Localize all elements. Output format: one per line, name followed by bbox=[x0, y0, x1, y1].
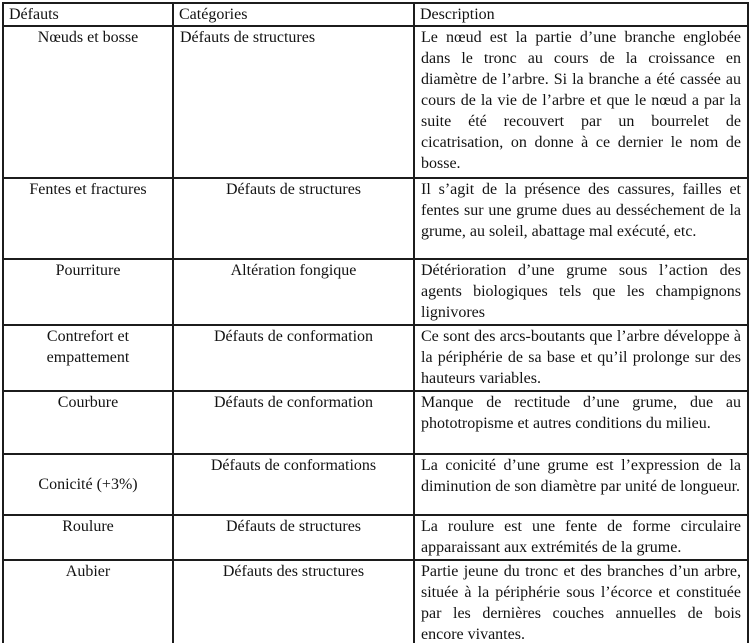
defect-cell: Fentes et fractures bbox=[3, 178, 173, 259]
defect-cell: Courbure bbox=[3, 391, 173, 454]
category-cell: Défauts de conformation bbox=[173, 391, 414, 454]
description-cell: Ce sont des arcs-boutants que l’arbre développe à la périphérie de sa base et qu’il prolonge sur des hauteurs variables. bbox=[414, 325, 748, 391]
category-cell: Défauts des structures bbox=[173, 560, 414, 643]
category-cell: Défauts de structures bbox=[173, 515, 414, 560]
header-row bbox=[3, 3, 748, 26]
category-cell: Défauts de conformation bbox=[173, 325, 414, 391]
description-cell: Manque de rectitude d’une grume, due au phototropisme et autres conditions du milieu. bbox=[414, 391, 748, 454]
category-cell: Altération fongique bbox=[173, 259, 414, 325]
description-cell: Partie jeune du tronc et des branches d’un arbre, située à la périphérie sous l’écorce et constituée par les dernières couches annuelles de bois encore vivantes. bbox=[414, 560, 748, 643]
description-cell: La conicité d’une grume est l’expression de la diminution de son diamètre par unité de longueur. bbox=[414, 454, 748, 515]
column-header-description: Description bbox=[414, 3, 748, 26]
defect-cell: Roulure bbox=[3, 515, 173, 560]
table-row bbox=[3, 391, 748, 454]
defect-cell: Nœuds et bosse bbox=[3, 26, 173, 178]
category-cell: Défauts de structures bbox=[173, 178, 414, 259]
table-row bbox=[3, 259, 748, 325]
defect-cell: Aubier bbox=[3, 560, 173, 643]
category-cell: Défauts de conformations bbox=[173, 454, 414, 515]
description-cell: La roulure est une fente de forme circulaire apparaissant aux extrémités de la grume. bbox=[414, 515, 748, 560]
description-cell: Le nœud est la partie d’une branche englobée dans le tronc au cours de la croissance en diamètre de l’arbre. Si la branche a été cassée au cours de la vie de l’arbre et que le nœud a par la suite été recouvert par un bourrelet de cicatrisation, on donne à ce dernier le nom de bosse. bbox=[414, 26, 748, 178]
defect-cell: Pourriture bbox=[3, 259, 173, 325]
defect-cell: Contrefort et empattement bbox=[3, 325, 173, 391]
table-row bbox=[3, 560, 748, 643]
category-cell: Défauts de structures bbox=[173, 26, 414, 178]
table-row bbox=[3, 454, 748, 515]
table-row bbox=[3, 178, 748, 259]
wood-defects-table bbox=[2, 2, 749, 643]
table-row bbox=[3, 515, 748, 560]
table-row bbox=[3, 26, 748, 178]
column-header-categories: Catégories bbox=[173, 3, 414, 26]
description-cell: Il s’agit de la présence des cassures, failles et fentes sur une grume dues au desséchement de la grume, au soleil, abattage mal exécuté, etc. bbox=[414, 178, 748, 259]
column-header-defauts: Défauts bbox=[3, 3, 173, 26]
defect-cell: Conicité (+3%) bbox=[3, 454, 173, 515]
description-cell: Détérioration d’une grume sous l’action des agents biologiques tels que les champignons lignivores bbox=[414, 259, 748, 325]
table-row bbox=[3, 325, 748, 391]
